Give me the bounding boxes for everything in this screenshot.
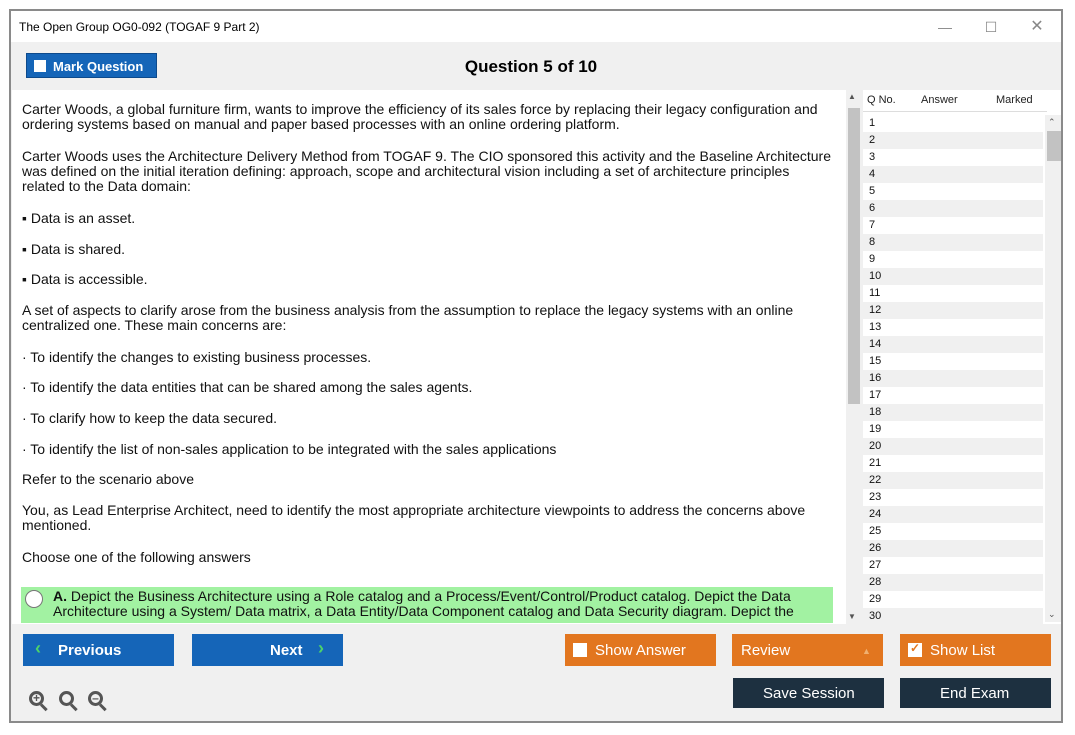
question-paragraph: Carter Woods, a global furniture firm, wants to improve the efficiency of its sales force by replacing their legacy configuration and ordering systems based on manual and paper based processes with an online ordering platform. <box>22 101 818 132</box>
mark-question-button[interactable] <box>26 53 157 78</box>
concern-item: · To identify the list of non-sales application to be integrated with the sales applications <box>22 441 557 457</box>
title-bar <box>11 11 1061 42</box>
qlist-header-no: Q No. <box>867 94 896 106</box>
question-paragraph: Carter Woods uses the Architecture Delivery Method from TOGAF 9. The CIO sponsored this activity and the Baseline Architecture was defined on the initial iteration defining: approach, scope and architectural vision including a set of architecture principles related to the Data domain: <box>22 148 831 194</box>
answer-a-letter: A. <box>53 588 67 604</box>
question-list-row[interactable]: 14 <box>863 336 1043 353</box>
zoom-reset-icon[interactable] <box>57 689 79 711</box>
question-list-row[interactable]: 12 <box>863 302 1043 319</box>
question-list-row[interactable]: 9 <box>863 251 1043 268</box>
next-button[interactable] <box>192 634 343 666</box>
question-list-row[interactable]: 7 <box>863 217 1043 234</box>
qlist-header-marked: Marked <box>996 94 1033 106</box>
review-dropdown[interactable] <box>732 634 883 666</box>
question-list-row[interactable]: 30 <box>863 608 1043 625</box>
principle-item: ▪ Data is accessible. <box>22 271 148 287</box>
chevron-down-icon[interactable]: ⌄ <box>1048 609 1056 619</box>
question-paragraph: Choose one of the following answers <box>22 549 251 565</box>
concern-item: · To identify the data entities that can be shared among the sales agents. <box>22 379 473 395</box>
principle-item: ▪ Data is shared. <box>22 241 126 257</box>
question-list-row[interactable]: 21 <box>863 455 1043 472</box>
question-list-rows <box>863 115 1043 625</box>
chevron-right-icon: › <box>318 638 324 658</box>
app-window <box>9 9 1063 723</box>
show-list-checkbox[interactable] <box>908 643 922 657</box>
show-answer-button[interactable] <box>565 634 716 666</box>
principle-item: ▪ Data is an asset. <box>22 210 136 226</box>
question-list-row[interactable]: 4 <box>863 166 1043 183</box>
question-list-row[interactable]: 16 <box>863 370 1043 387</box>
question-list-row[interactable]: 5 <box>863 183 1043 200</box>
question-list-row[interactable]: 1 <box>863 115 1043 132</box>
answer-a-body: Depict the Business Architecture using a Role catalog and a Process/Event/Control/Product catalog. Depict the Data Architecture using a System/ Data matrix, a Data Entity/Data Component catalog and Data Security diagram. Depict the <box>53 588 794 619</box>
question-list-row[interactable]: 17 <box>863 387 1043 404</box>
qlist-header-answer: Answer <box>921 94 958 106</box>
question-list-row[interactable]: 15 <box>863 353 1043 370</box>
answer-a-radio[interactable] <box>25 590 43 608</box>
question-list-row[interactable]: 29 <box>863 591 1043 608</box>
question-list-panel <box>863 90 1061 624</box>
concern-item: · To clarify how to keep the data secured. <box>22 410 277 426</box>
qlist-header-divider <box>863 111 1047 112</box>
end-exam-label: End Exam <box>940 685 1010 702</box>
question-list-scroll-thumb[interactable] <box>1047 131 1061 161</box>
dropdown-arrow-icon: ▲ <box>862 646 871 656</box>
question-list-row[interactable]: 24 <box>863 506 1043 523</box>
save-session-button[interactable] <box>733 678 884 708</box>
question-content <box>12 90 846 624</box>
question-paragraph: A set of aspects to clarify arose from the business analysis from the assumption to replace the legacy systems with an online centralized one. These main concerns are: <box>22 302 794 333</box>
show-list-label: Show List <box>930 642 996 659</box>
question-list-row[interactable]: 23 <box>863 489 1043 506</box>
review-label: Review <box>741 642 791 659</box>
close-icon[interactable]: ✕ <box>1030 18 1044 35</box>
minimize-icon[interactable]: — <box>938 19 952 35</box>
previous-button[interactable] <box>23 634 174 666</box>
save-session-label: Save Session <box>763 685 855 702</box>
scroll-down-icon[interactable]: ▼ <box>848 612 856 621</box>
question-paragraph: Refer to the scenario above <box>22 471 194 487</box>
question-list-row[interactable]: 26 <box>863 540 1043 557</box>
zoom-in-icon[interactable]: + <box>27 689 49 711</box>
zoom-out-icon[interactable]: – <box>86 689 108 711</box>
next-label: Next <box>270 642 303 659</box>
scroll-up-icon[interactable]: ▲ <box>848 92 856 101</box>
window-title: The Open Group OG0-092 (TOGAF 9 Part 2) <box>19 20 260 34</box>
previous-label: Previous <box>58 642 122 659</box>
question-list-row[interactable]: 11 <box>863 285 1043 302</box>
question-paragraph: You, as Lead Enterprise Architect, need to identify the most appropriate architecture viewpoints to address the concerns above mentioned. <box>22 502 806 533</box>
question-list-row[interactable]: 22 <box>863 472 1043 489</box>
answer-a-text <box>53 589 833 619</box>
show-list-button[interactable] <box>900 634 1051 666</box>
question-list-row[interactable]: 18 <box>863 404 1043 421</box>
chevron-up-icon[interactable]: ⌃ <box>1048 117 1056 127</box>
show-answer-label: Show Answer <box>595 642 686 659</box>
question-list-row[interactable]: 25 <box>863 523 1043 540</box>
question-list-row[interactable]: 3 <box>863 149 1043 166</box>
question-list-row[interactable]: 19 <box>863 421 1043 438</box>
question-list-row[interactable]: 6 <box>863 200 1043 217</box>
chevron-left-icon: ‹ <box>35 638 41 658</box>
question-list-row[interactable]: 2 <box>863 132 1043 149</box>
question-list-row[interactable]: 10 <box>863 268 1043 285</box>
question-counter: Question 5 of 10 <box>464 57 598 76</box>
question-list-row[interactable]: 13 <box>863 319 1043 336</box>
mark-question-checkbox[interactable] <box>34 60 46 72</box>
question-list-row[interactable]: 20 <box>863 438 1043 455</box>
question-list-scrollbar[interactable] <box>1045 115 1061 622</box>
end-exam-button[interactable] <box>900 678 1051 708</box>
concern-item: · To identify the changes to existing business processes. <box>22 349 372 365</box>
question-list-row[interactable]: 8 <box>863 234 1043 251</box>
mark-question-label: Mark Question <box>53 59 144 74</box>
answer-option-a[interactable] <box>21 587 833 623</box>
maximize-icon[interactable]: ☐ <box>984 19 998 35</box>
show-answer-checkbox[interactable] <box>573 643 587 657</box>
content-scroll-thumb[interactable] <box>848 108 860 404</box>
question-list-row[interactable]: 27 <box>863 557 1043 574</box>
content-scrollbar[interactable] <box>846 90 860 624</box>
question-list-row[interactable]: 28 <box>863 574 1043 591</box>
